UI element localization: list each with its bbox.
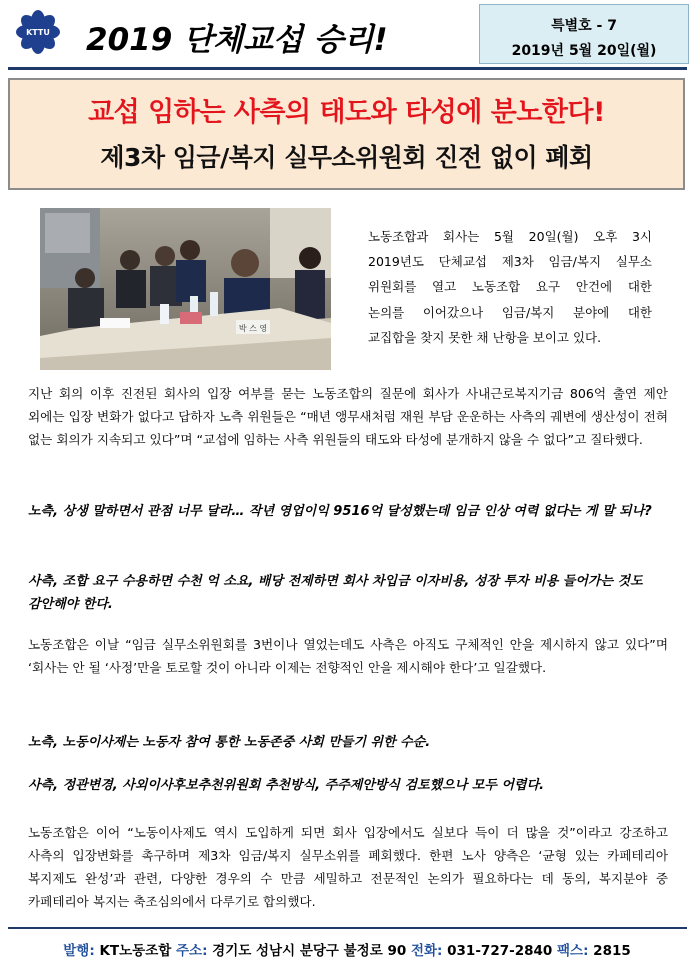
footer bbox=[0, 939, 694, 959]
phone: 031-727-2840 bbox=[447, 943, 553, 959]
address-label: 주소: bbox=[175, 943, 208, 959]
publisher: KT노동조합 bbox=[99, 943, 172, 959]
body-paragraph-1: 지난 회의 이후 진전된 회사의 입장 여부를 묻는 노동조합의 질문에 회사가 사내근로복지기금 806억 출연 제안 외에는 입장 변화가 없다고 답하자 노측 위원들은 “매년 앵무새처럼 재원 부담 운운하는 사측의 궤변에 생산성이 전혀 없는 회의가 지속되고 있다”며 “교섭에 임하는 사측 위원들의 태도와 타성에 분개하지 않을 수 없다”고 질타했다. bbox=[28, 386, 668, 447]
fax: 2815 bbox=[593, 943, 631, 959]
issue-number: 특별호 - 7 bbox=[551, 18, 617, 34]
subheading-1: 노측, 상생 말하면서 관점 너무 달라… 작년 영업이익 9516억 달성했는데 임금 인상 여력 없다는 게 말 되나? bbox=[28, 504, 652, 519]
intro-line: 2019년도 단체교섭 제3차 임금/복지 실무소 bbox=[368, 254, 652, 270]
fax-label: 팩스: bbox=[556, 943, 589, 959]
headline-main: 교섭 임하는 사측의 태도와 타성에 분노한다! bbox=[88, 97, 605, 128]
meeting-photo bbox=[40, 208, 331, 370]
logo-text: KTTU bbox=[26, 28, 50, 37]
intro-line: 노동조합과 회사는 5월 20일(월) 오후 3시 bbox=[368, 229, 652, 244]
body-paragraph-2: 노동조합은 이날 “임금 실무소위원회를 3번이나 열었는데도 사측은 아직도 구체적인 안을 제시하지 않고 있다”며 ‘회사는 안 될 ‘사정’만을 토로할 것이 아니라 이제는 전향적인 안을 제시해야 한다’고 일갈했다. bbox=[28, 637, 668, 675]
address: 경기도 성남시 분당구 불정로 90 bbox=[212, 943, 407, 959]
page-title: 2019 단체교섭 승리! bbox=[86, 22, 388, 58]
issue-info-box bbox=[479, 4, 689, 64]
intro-line: 논의를 이어갔으나 임금/복지 분야에 대한 bbox=[368, 304, 652, 320]
header-divider bbox=[8, 67, 687, 70]
footer-divider bbox=[8, 927, 687, 929]
intro-paragraph bbox=[368, 224, 652, 350]
phone-label: 전화: bbox=[410, 943, 443, 959]
header bbox=[0, 0, 694, 70]
nameplate-text: 박 스 영 bbox=[238, 324, 268, 333]
intro-line: 위원회를 열고 노동조합 요구 안건에 대한 bbox=[368, 279, 652, 295]
intro-line: 교집합을 찾지 못한 채 난항을 보이고 있다. bbox=[368, 329, 602, 345]
publisher-label: 발행: bbox=[63, 943, 95, 959]
kttu-logo-icon bbox=[14, 8, 62, 60]
headline-sub: 제3차 임금/복지 실무소위원회 진전 없이 폐회 bbox=[100, 143, 593, 172]
issue-date: 2019년 5월 20일(월) bbox=[511, 43, 657, 59]
subheading-4: 사측, 정관변경, 사외이사후보추천위원회 추천방식, 주주제안방식 검토했으나 모두 어렵다. bbox=[28, 778, 545, 793]
body-paragraph-3: 노동조합은 이어 “노동이사제도 역시 도입하게 되면 회사 입장에서도 실보다 득이 더 많을 것”이라고 강조하고 사측의 입장변화를 촉구하며 제3차 임금/복지 실무소위를 폐회했다. 한편 노사 양측은 ‘균형 있는 카페테리아 복지제도 완성’과 관련, 다양한 경우의 수 만큼 세밀하고 전문적인 논의가 필요하다는 데 동의, 복지분야 중 카페테리아 복지는 축조심의에서 다루기로 합의했다. bbox=[28, 825, 668, 909]
subheading-2: 사측, 조합 요구 수용하면 수천 억 소요, 배당 전제하면 회사 차입금 이자비용, 성장 투자 비용 들어가는 것도 감안해야 한다. bbox=[28, 574, 643, 612]
subheading-3: 노측, 노동이사제는 노동자 참여 통한 노동존중 사회 만들기 위한 수순. bbox=[28, 735, 431, 750]
headline-box bbox=[8, 78, 685, 190]
